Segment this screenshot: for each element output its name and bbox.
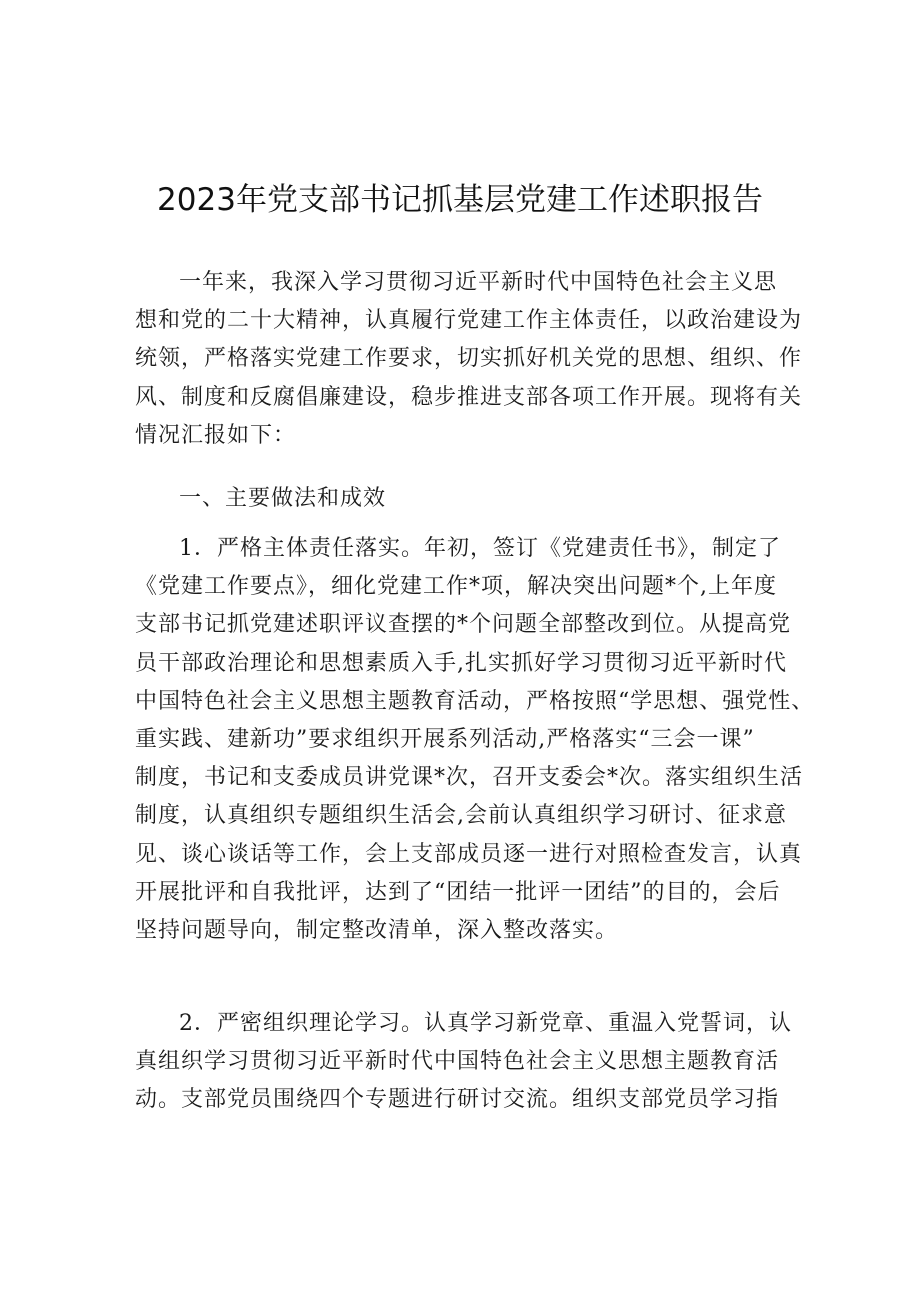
paragraph-line: 支部书记抓党建述职评议查摆的*个问题全部整改到位。从提高党 [135, 612, 792, 638]
paragraph-line: 统领，严格落实党建工作要求，切实抓好机关党的思想、组织、作 [135, 346, 803, 372]
paragraph-line: 中国特色社会主义思想主题教育活动，严格按照“学思想、强党性、 [135, 688, 815, 714]
paragraph-line: 《党建工作要点》，细化党建工作*项，解决突出问题*个,上年度 [135, 574, 777, 600]
intro-paragraph [135, 264, 803, 455]
paragraph-line: 2．严密组织理论学习。认真学习新党章、重温入党誓词，认 [179, 1011, 792, 1036]
item-1-paragraph [135, 530, 815, 950]
paragraph-line: 1．严格主体责任落实。年初，签订《党建责任书》，制定了 [179, 536, 781, 561]
paragraph-line: 坚持问题导向，制定整改清单，深入整改落实。 [135, 917, 619, 943]
paragraph-line: 制度，书记和支委成员讲党课*次，召开支委会*次。落实组织生活 [135, 765, 804, 791]
paragraph-line: 风、制度和反腐倡廉建设，稳步推进支部各项工作开展。现将有关 [135, 384, 803, 410]
paragraph-line: 一年来，我深入学习贯彻习近平新时代中国特色社会主义思 [179, 270, 778, 295]
paragraph-line: 开展批评和自我批评，达到了“团结一批评一团结”的目的，会后 [135, 879, 781, 905]
item-2-paragraph [135, 1005, 795, 1120]
paragraph-line: 真组织学习贯彻习近平新时代中国特色社会主义思想主题教育活 [135, 1049, 780, 1075]
section-heading [135, 480, 795, 518]
paragraph-line: 动。支部党员围绕四个专题进行研讨交流。组织支部党员学习指 [135, 1087, 780, 1113]
paragraph-line: 见、谈心谈话等工作，会上支部成员逐一进行对照检查发言，认真 [135, 841, 803, 867]
paragraph-line: 制度，认真组织专题组织生活会,会前认真组织学习研讨、征求意 [135, 803, 787, 829]
paragraph-line: 想和党的二十大精神，认真履行党建工作主体责任，以政治建设为 [135, 308, 803, 334]
paragraph-line: 重实践、建新功”要求组织开展系列活动,严格落实“三会一课” [135, 726, 755, 752]
document-title: 2023年党支部书记抓基层党建工作述职报告 [157, 182, 763, 218]
section-heading-text: 一、主要做法和成效 [179, 486, 387, 511]
paragraph-line: 员干部政治理论和思想素质入手,扎实抓好学习贯彻习近平新时代 [135, 650, 787, 676]
paragraph-line: 情况汇报如下： [135, 422, 297, 448]
